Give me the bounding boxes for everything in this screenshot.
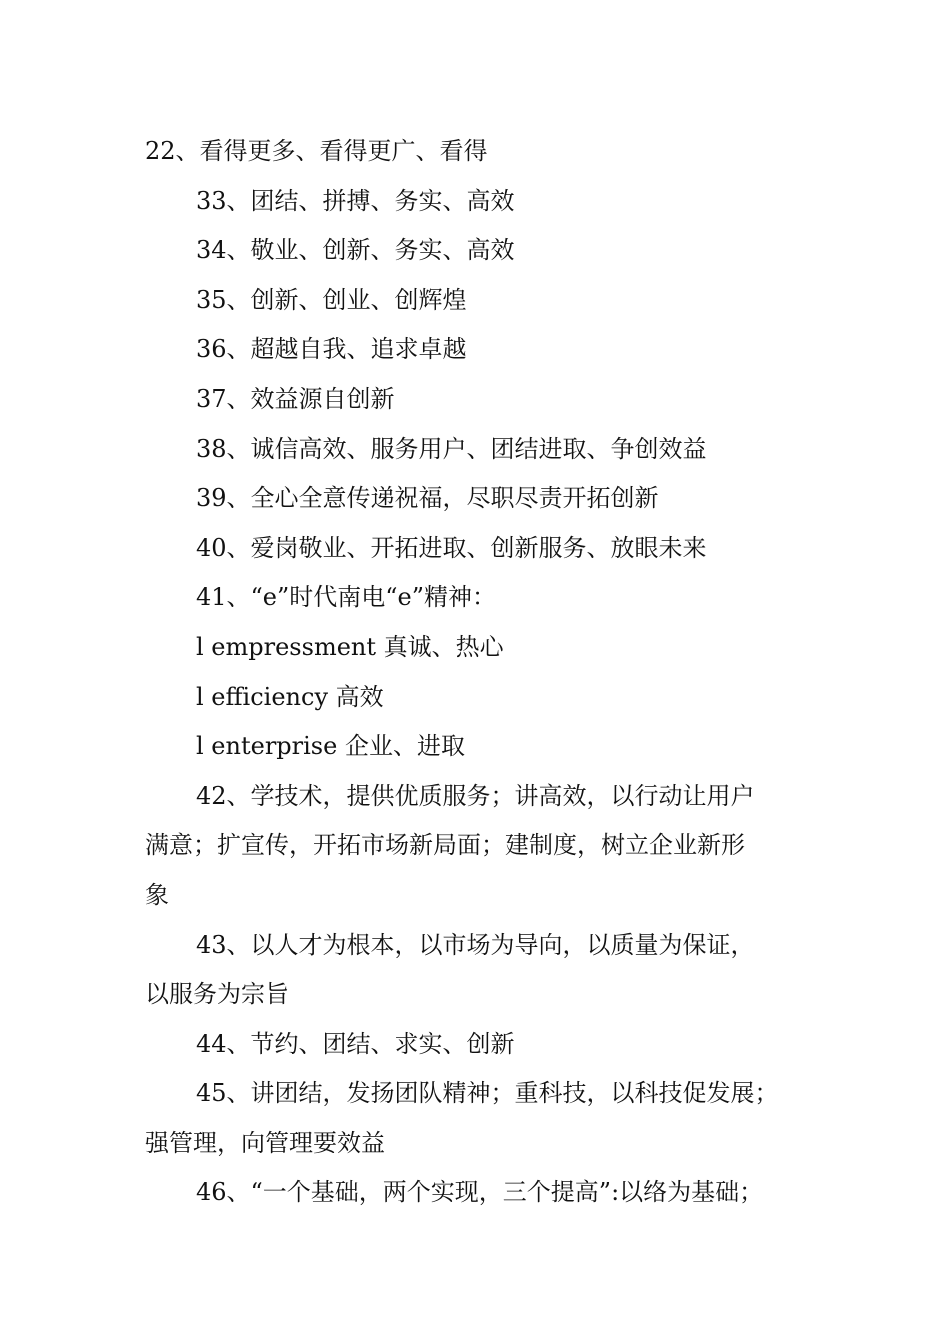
text-line-45-part2: 强管理，向管理要效益 [145,1128,385,1157]
text-line-45-part1: 45、讲团结，发扬团队精神；重科技，以科技促发展； [196,1079,779,1108]
text-line-44: 44、节约、团结、求实、创新 [196,1029,515,1058]
text-line-43-part2: 以服务为宗旨 [145,980,289,1009]
text-line-41: 41、“e”时代南电“e”精神： [196,583,497,612]
bullet-efficiency: l efficiency 高效 [196,682,384,711]
text-line-38: 38、诚信高效、服务用户、团结进取、争创效益 [196,434,707,463]
bullet-empressment: l empressment 真诚、热心 [196,632,504,661]
bullet-enterprise: l enterprise 企业、进取 [196,732,465,761]
text-line-35: 35、创新、创业、创辉煌 [196,285,467,314]
text-line-42-part2: 满意；扩宣传，开拓市场新局面；建制度，树立企业新形 [145,831,745,860]
text-line-36: 36、超越自我、追求卓越 [196,335,467,364]
text-line-37: 37、效益源自创新 [196,384,395,413]
text-line-39: 39、全心全意传递祝福，尽职尽责开拓创新 [196,484,659,513]
text-line-34: 34、敬业、创新、务实、高效 [196,236,515,265]
text-line-40: 40、爱岗敬业、开拓进取、创新服务、放眼未来 [196,533,707,562]
text-line-42-part1: 42、学技术，提供优质服务；讲高效，以行动让用户 [196,781,755,810]
text-line-43-part1: 43、以人才为根本，以市场为导向，以质量为保证， [196,930,755,959]
text-line-42-part3: 象 [145,880,169,909]
text-line-33: 33、团结、拼搏、务实、高效 [196,186,515,215]
document-body [145,127,835,1218]
text-line-22: 22、看得更多、看得更广、看得 [145,137,488,165]
text-line-46: 46、“一个基础，两个实现，三个提高”:以络为基础； [196,1178,764,1207]
